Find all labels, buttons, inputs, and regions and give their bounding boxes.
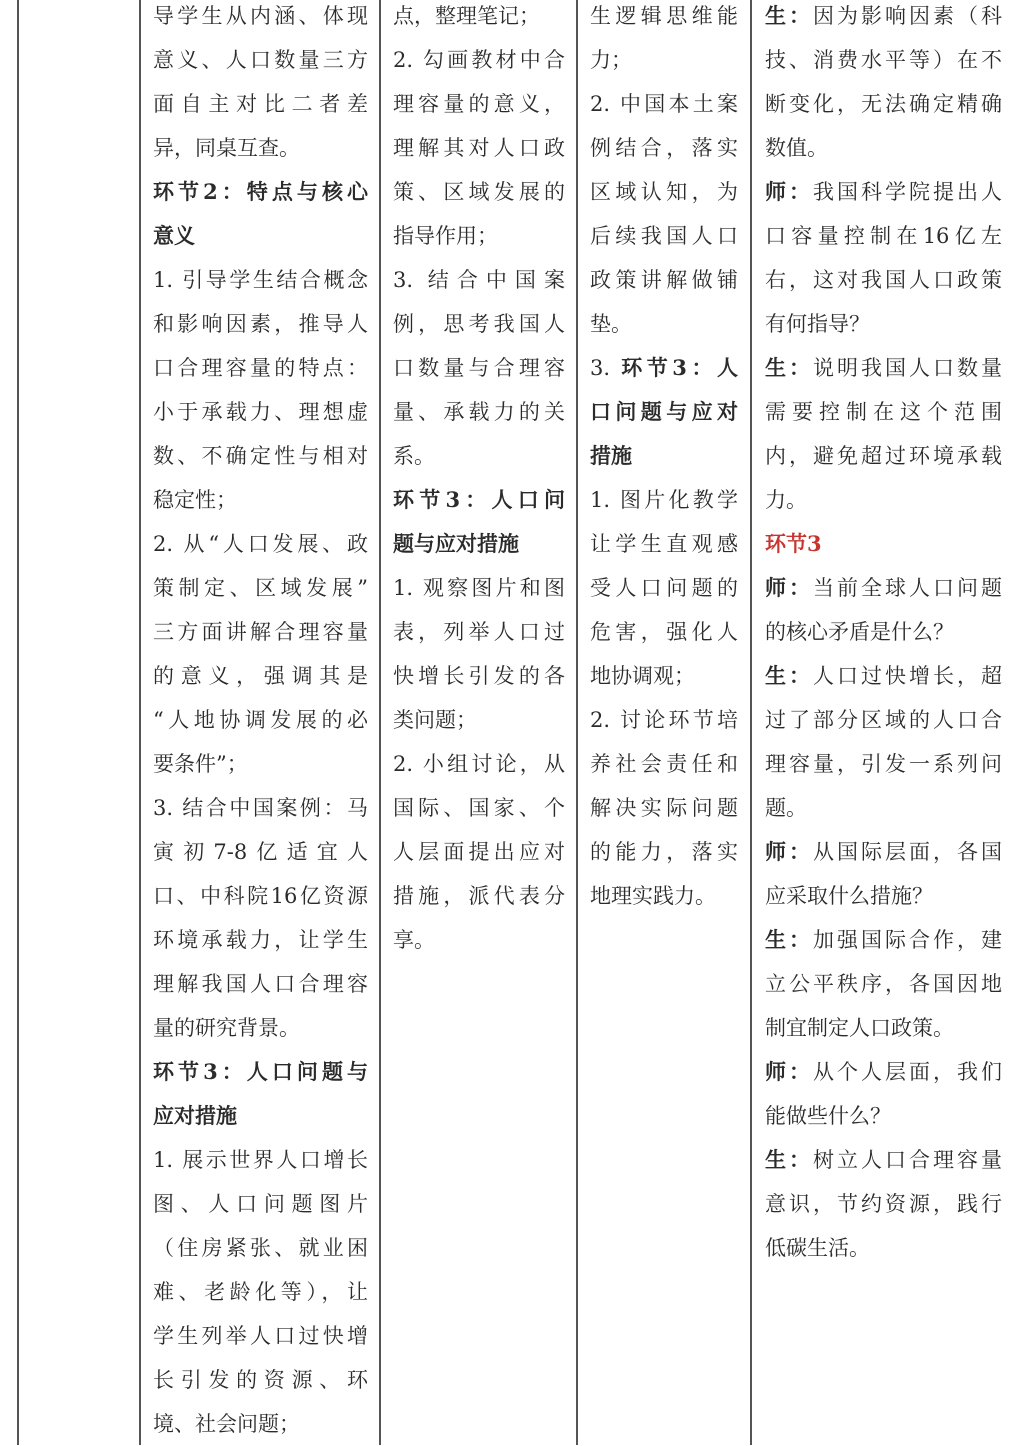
text-line: 量的研究背景。 <box>153 1016 300 1040</box>
text-line: 生逻辑思维能 <box>590 4 738 28</box>
text-line: （住房紧张、就业困 <box>153 1236 368 1260</box>
text-line: 环境承载力，让学生 <box>153 928 368 952</box>
text-line: 后续我国人口 <box>590 224 738 248</box>
text-line: 生：树立人口合理容量 <box>765 1147 1002 1172</box>
text-line: 的意义，强调其是 <box>153 664 368 688</box>
text-line: 3. 结合中国案例：马 <box>153 796 368 820</box>
text-line: 理解我国人口合理容 <box>153 972 368 996</box>
column-divider-3 <box>576 0 578 1445</box>
text-line: 口问题与应对 <box>590 399 738 424</box>
text-line: 环节2：特点与核心 <box>153 179 368 204</box>
text-line: “人地协调发展的必 <box>153 708 368 732</box>
text-line: 点，整理笔记； <box>393 4 540 28</box>
text-line: 题与应对措施 <box>393 531 519 556</box>
text-line: 口容量控制在16亿左 <box>765 224 1002 248</box>
text-line: 策制定、区域发展” <box>153 576 368 600</box>
text-line: 力； <box>590 48 632 72</box>
text-line: 口、中科院16亿资源 <box>153 884 368 908</box>
text-line: 2. 勾画教材中合 <box>393 48 565 72</box>
text-line: 2. 小组讨论，从 <box>393 752 565 776</box>
text-line: 制宜制定人口政策。 <box>765 1016 954 1040</box>
text-line: 指导作用； <box>393 224 498 248</box>
text-line: 养社会责任和 <box>590 752 738 776</box>
text-line: 应对措施 <box>153 1103 237 1128</box>
text-line: 难、老龄化等），让 <box>153 1280 368 1304</box>
text-line: 2. 从“人口发展、政 <box>153 532 368 556</box>
text-line: 寅初7-8亿适宜人 <box>153 840 368 864</box>
text-line: 口合理容量的特点： <box>153 356 368 380</box>
text-line: 3. 环节3：人 <box>590 355 738 380</box>
text-line: 低碳生活。 <box>765 1236 870 1260</box>
text-line: 生：说明我国人口数量 <box>765 355 1002 380</box>
text-line: 受人口问题的 <box>590 576 738 600</box>
text-line: 危害，强化人 <box>590 620 738 644</box>
text-line: 境、社会问题； <box>153 1412 300 1436</box>
text-line: 人层面提出应对 <box>393 840 565 864</box>
text-line: 2. 讨论环节培 <box>590 708 738 732</box>
text-line: 师：从个人层面，我们 <box>765 1059 1002 1084</box>
text-line: 题。 <box>765 796 807 820</box>
text-line: 理容量，引发一系列问 <box>765 752 1002 776</box>
text-line: 的能力，落实 <box>590 840 738 864</box>
text-line: 策、区域发展的 <box>393 180 565 204</box>
text-line: 环节3 <box>765 531 822 556</box>
text-line: 表，列举人口过 <box>393 620 565 644</box>
text-line: 异，同桌互查。 <box>153 136 300 160</box>
text-line: 1. 展示世界人口增长 <box>153 1148 368 1172</box>
text-line: 生：加强国际合作，建 <box>765 927 1002 952</box>
text-line: 意义、人口数量三方 <box>153 48 368 72</box>
text-line: 让学生直观感 <box>590 532 738 556</box>
text-line: 环节3：人口问 <box>393 487 565 512</box>
text-line: 量、承载力的关 <box>393 400 565 424</box>
text-line: 图、人口问题图片 <box>153 1192 368 1216</box>
text-line: 的核心矛盾是什么？ <box>765 620 954 644</box>
text-line: 需要控制在这个范围 <box>765 400 1002 424</box>
text-line: 国际、国家、个 <box>393 796 565 820</box>
text-line: 理解其对人口政 <box>393 136 565 160</box>
text-line: 意义 <box>153 223 195 248</box>
text-line: 师：从国际层面，各国 <box>765 839 1002 864</box>
text-line: 理容量的意义， <box>393 92 565 116</box>
text-line: 1. 观察图片和图 <box>393 576 565 600</box>
column-divider-1 <box>139 0 141 1445</box>
text-line: 地协调观； <box>590 664 695 688</box>
text-line: 2. 中国本土案 <box>590 92 738 116</box>
text-line: 应采取什么措施？ <box>765 884 933 908</box>
text-line: 断变化，无法确定精确 <box>765 92 1002 116</box>
text-line: 地理实践力。 <box>590 884 716 908</box>
text-line: 1. 引导学生结合概念 <box>153 268 368 292</box>
text-line: 三方面讲解合理容量 <box>153 620 368 644</box>
text-line: 垫。 <box>590 312 632 336</box>
text-line: 政策讲解做铺 <box>590 268 738 292</box>
table-border-left <box>17 0 19 1445</box>
text-line: 立公平秩序，各国因地 <box>765 972 1002 996</box>
text-line: 能做些什么？ <box>765 1104 891 1128</box>
text-line: 稳定性； <box>153 488 237 512</box>
column-divider-4 <box>750 0 752 1445</box>
column-divider-2 <box>379 0 381 1445</box>
text-line: 有何指导？ <box>765 312 870 336</box>
text-line: 师：当前全球人口问题 <box>765 575 1002 600</box>
text-line: 师：我国科学院提出人 <box>765 179 1002 204</box>
text-line: 数值。 <box>765 136 828 160</box>
text-line: 右，这对我国人口政策 <box>765 268 1002 292</box>
text-line: 1. 图片化教学 <box>590 488 738 512</box>
text-line: 例，思考我国人 <box>393 312 565 336</box>
text-line: 力。 <box>765 488 807 512</box>
text-line: 学生列举人口过快增 <box>153 1324 368 1348</box>
text-line: 3. 结合中国案 <box>393 268 565 292</box>
text-line: 要条件”； <box>153 752 248 776</box>
text-line: 环节3：人口问题与 <box>153 1059 368 1084</box>
text-line: 类问题； <box>393 708 477 732</box>
text-line: 长引发的资源、环 <box>153 1368 368 1392</box>
text-line: 口数量与合理容 <box>393 356 565 380</box>
text-line: 措施 <box>590 443 632 468</box>
text-line: 导学生从内涵、体现 <box>153 4 368 28</box>
text-line: 小于承载力、理想虚 <box>153 400 368 424</box>
text-line: 例结合，落实 <box>590 136 738 160</box>
text-line: 系。 <box>393 444 435 468</box>
text-line: 生：人口过快增长，超 <box>765 663 1002 688</box>
text-line: 过了部分区域的人口合 <box>765 708 1002 732</box>
text-line: 解决实际问题 <box>590 796 738 820</box>
text-line: 生：因为影响因素（科 <box>765 3 1002 28</box>
text-line: 数、不确定性与相对 <box>153 444 368 468</box>
text-line: 内，避免超过环境承载 <box>765 444 1002 468</box>
text-line: 措施，派代表分 <box>393 884 565 908</box>
text-line: 技、消费水平等）在不 <box>765 48 1002 72</box>
text-line: 面自主对比二者差 <box>153 92 368 116</box>
text-line: 快增长引发的各 <box>393 664 565 688</box>
text-line: 和影响因素，推导人 <box>153 312 368 336</box>
text-line: 享。 <box>393 928 435 952</box>
text-line: 意识，节约资源，践行 <box>765 1192 1002 1216</box>
text-line: 区域认知，为 <box>590 180 738 204</box>
